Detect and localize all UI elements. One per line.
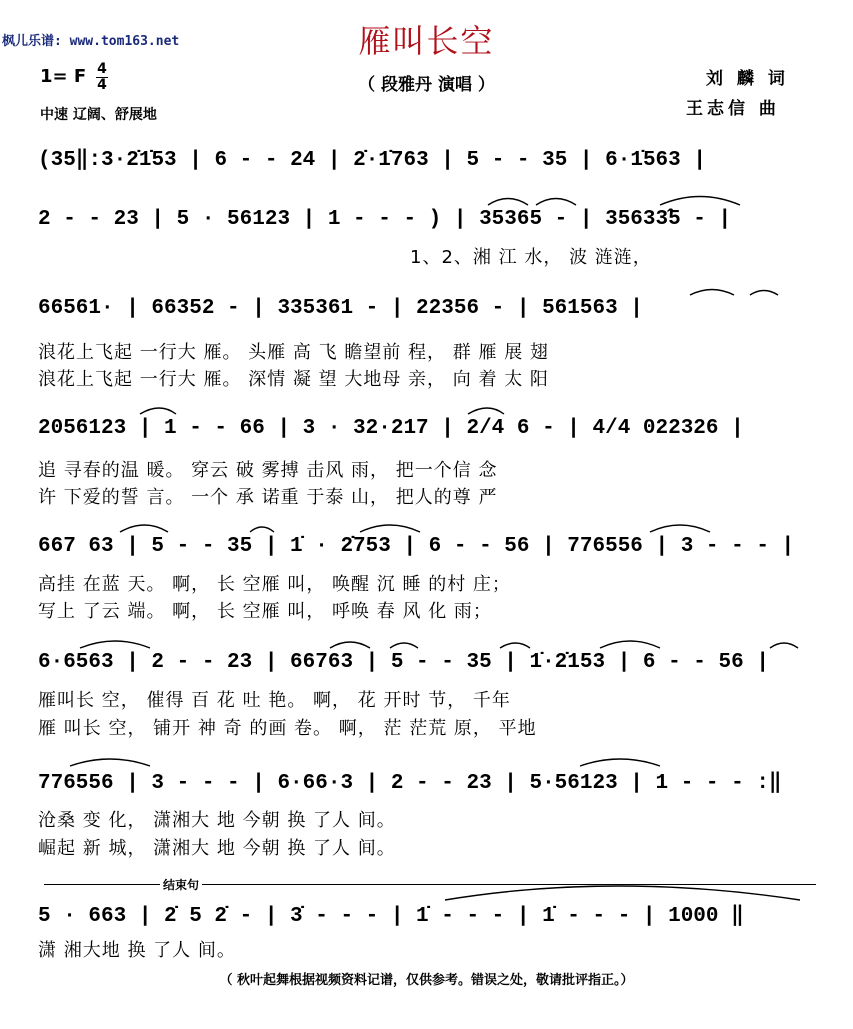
slur: [770, 643, 798, 648]
slur: [488, 199, 528, 206]
slur: [580, 759, 660, 766]
time-signature-bottom: 4: [97, 77, 107, 93]
slur-group: [70, 197, 800, 901]
footnote: （ 秋叶起舞根据视频资料记谱，仅供参考。错误之处，敬请批评指正。）: [219, 973, 634, 988]
time-signature-top: 4: [97, 61, 107, 77]
lyric-line-5-verse-2: 写上 了云 端。 啊， 长 空雁 叫， 呼唤 春 风 化 雨；: [38, 601, 492, 622]
music-line-6: 6·6563 | 2 - - 23 | 66763 | 5 - - 35 | 1̇·2̇153 | 6 - - 56 |: [38, 651, 769, 674]
lyric-line-3-verse-1: 浪花上飞起 一行大 雁。 头雁 高 飞 瞻望前 程， 群 雁 展 翅: [38, 342, 549, 363]
slur: [140, 408, 176, 414]
music-line-4: 2056123 | 1 - - 66 | 3 · 32·217 | 2/4 6 - | 4/4 022326 |: [38, 417, 744, 440]
slur: [80, 641, 150, 648]
slur: [390, 643, 418, 648]
slur: [330, 642, 370, 648]
slur: [690, 290, 734, 296]
music-line-2: 2 - - 23 | 5 · 56123 | 1 - - - ) | 35365 - | 35633̂5 - |: [38, 208, 732, 231]
lyricist-credit: 刘 麟 词: [706, 69, 789, 89]
tempo-marking: 中速 辽阔、舒展地: [40, 107, 157, 123]
slur: [750, 291, 778, 296]
lyric-line-6-verse-1: 雁叫长 空， 催得 百 花 吐 艳。 啊， 花 开时 节， 千年: [38, 690, 511, 711]
lyric-line-4-verse-1: 追 寻春的温 暖。 穿云 破 雾搏 击风 雨， 把一个信 念: [38, 460, 498, 481]
slur: [120, 525, 168, 532]
composer-credit: 王志信 曲: [686, 99, 780, 119]
key-signature: 1= F: [40, 66, 87, 87]
slur: [468, 408, 504, 414]
slur: [70, 759, 150, 766]
site-watermark: 枫儿乐谱: www.tom163.net: [2, 34, 180, 49]
song-title: 雁叫长空: [358, 22, 495, 60]
music-line-7: 776556 | 3 - - - | 6·66·3 | 2 - - 23 | 5·56123 | 1 - - - :‖: [38, 772, 782, 795]
tie: [445, 886, 800, 900]
slur: [250, 527, 274, 532]
slur: [360, 525, 420, 532]
music-line-1: (35‖:3·2̇1̇53 | 6 - - 24 | 2̇·1̇763 | 5 - - 35 | 6·1̇563 |: [38, 149, 706, 172]
lyric-line-5-verse-1: 高挂 在蓝 天。 啊， 长 空雁 叫， 唤醒 沉 睡 的村 庄；: [38, 574, 511, 595]
slur: [600, 641, 660, 648]
lyric-line-3-verse-2: 浪花上飞起 一行大 雁。 深情 凝 望 大地母 亲， 向 着 太 阳: [38, 369, 549, 390]
performer-subtitle: （ 段雅丹 演唱 ）: [358, 75, 495, 95]
lyric-line-6-verse-2: 雁 叫长 空， 铺开 神 奇 的画 卷。 啊， 茫 茫荒 原， 平地: [38, 718, 537, 739]
lyric-line-ending: 潇 湘大地 换 了人 间。: [38, 940, 236, 961]
lyric-line-2-verse-1: 1、2、湘 江 水， 波 涟涟，: [410, 247, 652, 268]
slur: [660, 197, 740, 206]
lyric-line-4-verse-2: 许 下爱的誓 言。 一个 承 诺重 于泰 山， 把人的尊 严: [38, 487, 498, 508]
ending-label: 结束句: [160, 876, 202, 893]
slur: [650, 525, 710, 532]
music-line-3: 66561· | 66352 - | 335361 - | 22356 - | 561563 |: [38, 297, 643, 320]
lyric-line-7-verse-2: 崛起 新 城， 潇湘大 地 今朝 换 了人 间。: [38, 838, 396, 859]
music-line-5: 667 63 | 5 - - 35 | 1̇ · 2̇753 | 6 - - 56 | 776556 | 3 - - - |: [38, 535, 795, 558]
music-line-ending: 5 · 663 | 2̇ 5 2̇ - | 3̇ - - - | 1̇ - - - | 1̇ - - - | 1000 ‖: [38, 905, 744, 928]
slur: [500, 643, 530, 648]
slur: [536, 199, 576, 206]
lyric-line-7-verse-1: 沧桑 变 化， 潇湘大 地 今朝 换 了人 间。: [38, 810, 396, 831]
